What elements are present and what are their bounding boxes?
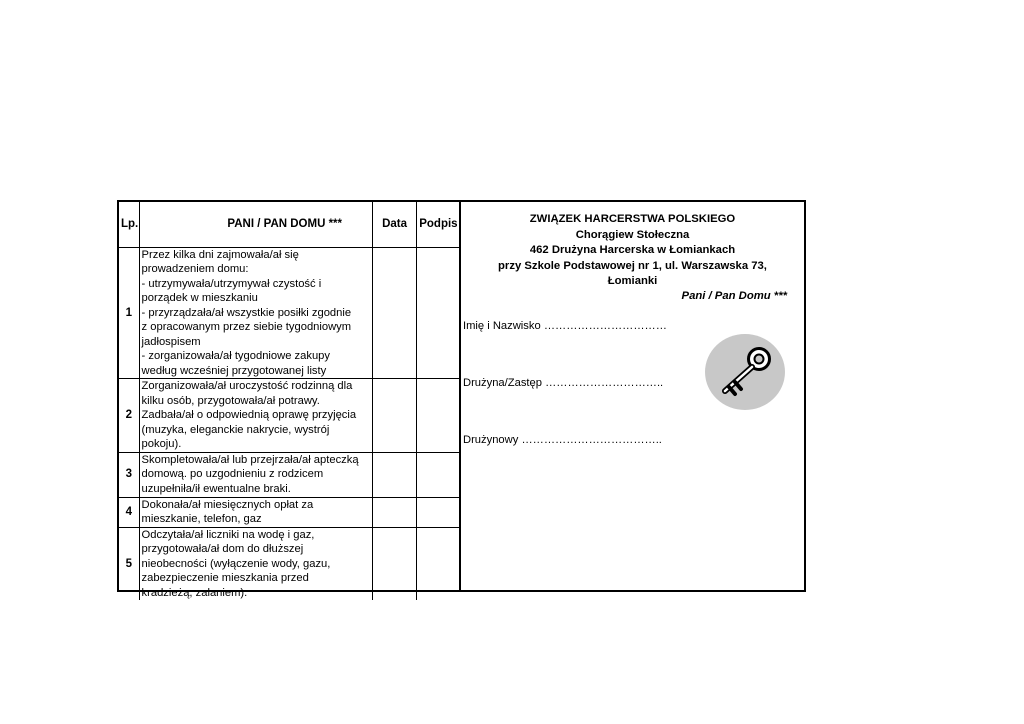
date-cell[interactable] [372, 497, 416, 527]
badge-title: Pani / Pan Domu *** [681, 290, 787, 302]
signature-cell[interactable] [417, 497, 459, 527]
header-signature: Podpis [417, 202, 459, 247]
name-field[interactable]: Imię i Nazwisko …………………………… [463, 320, 667, 332]
row-number: 2 [119, 379, 139, 453]
org-troop: 462 Drużyna Harcerska w Łomiankach [529, 244, 736, 256]
patrol-field[interactable]: Drużyna/Zastęp ………………………….. [463, 377, 664, 389]
date-cell[interactable] [372, 452, 416, 497]
task-description: Zorganizowała/ał uroczystość rodzinną dla kilku osób, przygotowała/ał potrawy. Zadbała/ał o odpowiednią oprawę przyjęcia (muzyka, eleganckie nakrycie, wystrój pokoju). [139, 379, 372, 453]
row-number: 3 [119, 452, 139, 497]
table-row [119, 379, 459, 453]
date-cell[interactable] [372, 379, 416, 453]
signature-cell[interactable] [417, 452, 459, 497]
task-table [119, 202, 459, 600]
table-row [119, 452, 459, 497]
badge-requirements-sheet [117, 200, 806, 599]
row-number: 4 [119, 497, 139, 527]
task-description: Skompletowała/ał lub przejrzała/ał apteczką domową. po uzgodnieniu z rodzicem uzupełniła/ił ewentualne braki. [139, 452, 372, 497]
signature-cell[interactable] [417, 379, 459, 453]
org-school: przy Szkole Podstawowej nr 1, ul. Warszawska 73, [498, 259, 767, 272]
header-task: PANI / PAN DOMU *** [139, 202, 372, 247]
header-lp: Lp. [119, 202, 139, 247]
org-town: Łomianki [607, 275, 658, 287]
task-description: Dokonała/ał miesięcznych opłat za mieszkanie, telefon, gaz [139, 497, 372, 527]
task-description: Przez kilka dni zajmowała/ał się prowadzeniem domu: - utrzymywała/utrzymywał czystość i porządek w mieszkaniu - przyrządzała/ał wszystkie posiłki zgodnie z opracowanym przez siebie tygodniowym jadłospisem - zorganizowała/ał tygodniowe zakupy według wcześniej przygotowanej listy [139, 247, 372, 379]
date-cell[interactable] [372, 527, 416, 600]
organization-header [461, 212, 804, 290]
key-icon [704, 333, 786, 411]
table-row [119, 497, 459, 527]
row-number: 5 [119, 527, 139, 600]
table-row [119, 247, 459, 379]
table-header-row [119, 202, 459, 247]
signature-cell[interactable] [417, 527, 459, 600]
date-cell[interactable] [372, 247, 416, 379]
header-date: Data [372, 202, 416, 247]
row-number: 1 [119, 247, 139, 379]
leader-field[interactable]: Drużynowy ……………………………….. [463, 434, 662, 446]
signature-cell[interactable] [417, 247, 459, 379]
task-description: Odczytała/ał liczniki na wodę i gaz, przygotowała/ał dom do dłuższej nieobecności (wyłączenie wody, gazu, zabezpieczenie mieszkania przed kradzieżą, zalaniem). [139, 527, 372, 600]
badge-card [461, 202, 804, 590]
org-region: Chorągiew Stołeczna [575, 228, 690, 241]
table-row [119, 527, 459, 600]
org-name: ZWIĄZEK HARCERSTWA POLSKIEGO [529, 213, 736, 225]
